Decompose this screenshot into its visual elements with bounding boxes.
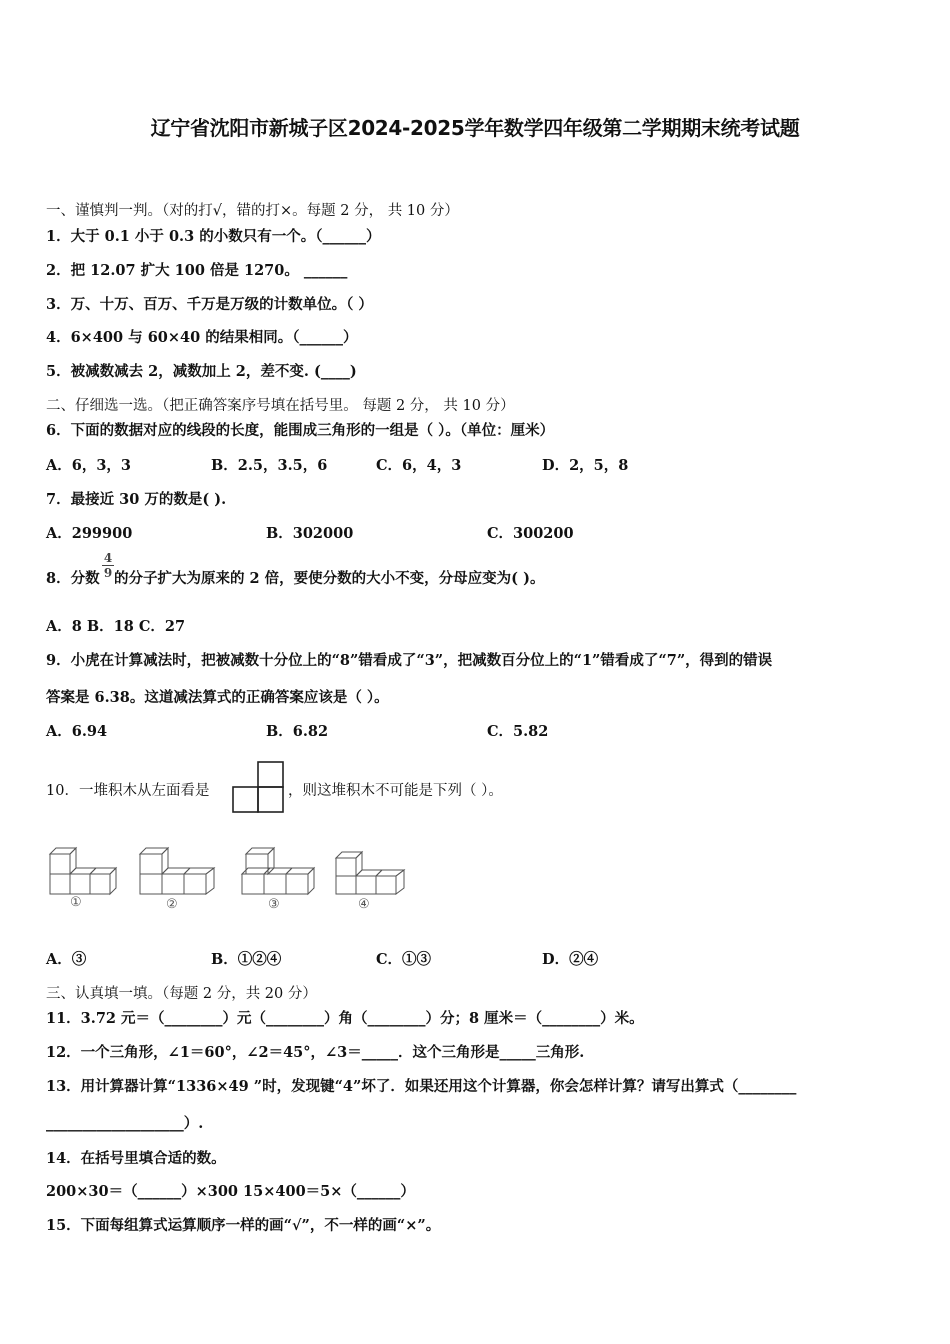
question-9-line2: 答案是 6.38。这道减法算式的正确答案应该是（ ）。	[46, 689, 389, 706]
question-2: 2．把 12.07 扩大 100 倍是 1270。 ______	[46, 262, 348, 279]
exam-title: 辽宁省沈阳市新城子区2024-2025学年数学四年级第二学期期末统考试题	[150, 116, 800, 140]
figure-label-4: ④	[358, 897, 370, 912]
question-11: 11．3.72 元＝（________）元（________）角（________）分；8 厘米＝（________）米。	[46, 1010, 644, 1027]
q7-option-c: C．300200	[487, 525, 574, 542]
question-15: 15．下面每组算式运算顺序一样的画“√”，不一样的画“×”。	[46, 1217, 441, 1234]
question-14-expressions: 200×30＝（______）×300 15×400＝5×（______）	[46, 1183, 415, 1200]
question-8-prefix: 8．分数	[46, 570, 100, 587]
left-view-blocks-figure	[231, 761, 285, 813]
q6-option-c: C．6，4，3	[376, 457, 462, 474]
block-figure-1	[48, 846, 118, 896]
question-1: 1．大于 0.1 小于 0.3 的小数只有一个。（______）	[46, 228, 381, 245]
q6-option-d: D．2，5，8	[542, 457, 629, 474]
q9-option-c: C．5.82	[487, 723, 549, 740]
q6-option-b: B．2.5，3.5，6	[211, 457, 328, 474]
question-10-prefix: 10．一堆积木从左面看是	[46, 783, 210, 799]
q6-option-a: A．6，3，3	[46, 457, 132, 474]
q9-option-a: A．6.94	[46, 723, 108, 740]
question-13-line2: ___________________）.	[46, 1115, 204, 1132]
block-figure-2	[138, 846, 218, 896]
block-figure-4	[334, 850, 410, 896]
question-9-line1: 9．小虎在计算减法时，把被减数十分位上的“8”错看成了“3”，把减数百分位上的“1”错看成了“7”，得到的错误	[46, 652, 773, 669]
figure-label-2: ②	[166, 897, 178, 912]
q7-option-a: A．299900	[46, 525, 133, 542]
section2-heading: 二、仔细选一选。（把正确答案序号填在括号里。 每题 2 分， 共 10 分）	[46, 398, 515, 414]
q7-option-b: B．302000	[266, 525, 354, 542]
block-figure-3	[240, 846, 320, 896]
question-10-suffix: ，则这堆积木不可能是下列（ ）。	[288, 783, 503, 799]
question-7: 7．最接近 30 万的数是( ).	[46, 491, 227, 508]
question-14: 14．在括号里填合适的数。	[46, 1150, 226, 1167]
figure-label-3: ③	[268, 897, 280, 912]
question-4: 4．6×400 与 60×40 的结果相同。（______）	[46, 329, 358, 346]
q9-option-b: B．6.82	[266, 723, 329, 740]
question-8-suffix: 的分子扩大为原来的 2 倍，要使分数的大小不变，分母应变为( )。	[114, 570, 545, 587]
figure-label-1: ①	[70, 895, 82, 910]
question-13-line1: 13．用计算器计算“1336×49 ”时，发现键“4”坏了．如果还用这个计算器，你会怎样计算？请写出算式（________	[46, 1078, 797, 1095]
q10-option-c: C．①③	[376, 951, 432, 968]
fraction-denominator: 9	[103, 566, 113, 580]
question-12: 12．一个三角形，∠1＝60°，∠2＝45°，∠3＝_____．这个三角形是_____三角形.	[46, 1044, 585, 1061]
question-5: 5．被减数减去 2，减数加上 2，差不变. (____)	[46, 363, 357, 380]
fraction-four-ninths	[102, 552, 114, 579]
q8-options: A．8 B．18 C．27	[46, 618, 186, 635]
q10-option-b: B．①②④	[211, 951, 282, 968]
q10-option-a: A．③	[46, 951, 87, 968]
section1-heading: 一、谨慎判一判。（对的打√，错的打×。每题 2 分， 共 10 分）	[46, 203, 459, 219]
q10-option-d: D．②④	[542, 951, 599, 968]
section3-heading: 三、认真填一填。（每题 2 分，共 20 分）	[46, 986, 317, 1002]
question-6: 6．下面的数据对应的线段的长度，能围成三角形的一组是（ ）。（单位：厘米）	[46, 422, 555, 439]
question-3: 3．万、十万、百万、千万是万级的计数单位。（ ）	[46, 296, 373, 313]
fraction-numerator: 4	[103, 551, 113, 565]
